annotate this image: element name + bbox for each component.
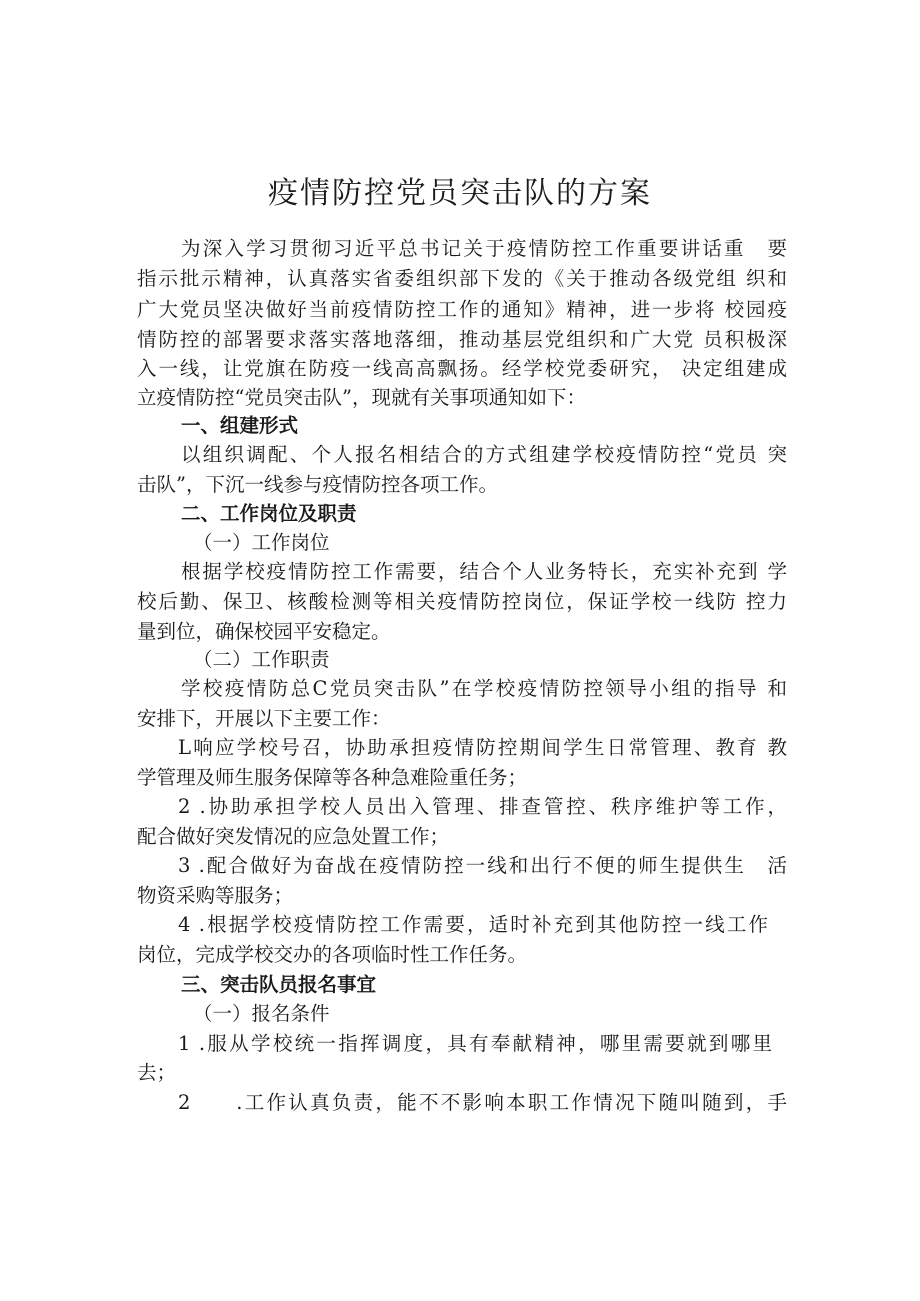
paragraph-line: 量到位，确保校园平安稳定。 [137,620,391,643]
document-title: 疫情防控党员突击队的方案 [268,176,652,211]
paragraph-line: 情防控的部署要求落实落地落细，推动基层党组织和广大党 员积极深 [137,328,787,351]
paragraph-line: 指示批示精神，认真落实省委组织部下发的《关于推动各级党组 织和 [137,267,787,290]
list-item-line: L响应学校号召，协助承担疫情防控期间学生日常管理、教育 教 [178,736,787,759]
paragraph-line: 根据学校疫情防控工作需要，结合个人业务特长，充实补充到 学 [181,560,787,583]
list-item-line: 岗位，完成学校交办的各项临时性工作任务。 [137,943,528,966]
list-item-line: 4 .根据学校疫情防控工作需要，适时补充到其他防控一线工作 [178,913,768,936]
list-item-line: 去； [137,1061,177,1084]
paragraph-line: 学校疫情防总C党员突击队”在学校疫情防控领导小组的指导 和 [181,677,787,700]
paragraph-line: 校后勤、保卫、核酸检测等相关疫情防控岗位，保证学校一线防 控力 [137,590,787,613]
list-item-line: 物资采购等服务； [137,884,294,907]
list-item-line: 配合做好突发情况的应急处置工作； [137,825,450,848]
list-item-line: 1 .服从学校统一指挥调度，具有奉献精神，哪里需要就到哪里 [178,1032,772,1055]
paragraph-line: 立疫情防控“党员突击队”，现就有关事项通知如下： [137,386,586,409]
section-heading: 二、工作岗位及职责 [181,502,357,525]
paragraph-line: 广大党员坚决做好当前疫情防控工作的通知》精神，进一步将 校园疫 [137,298,787,321]
subsection-heading: （一）工作岗位 [193,531,330,554]
section-heading: 三、突击队员报名事宜 [181,973,377,996]
paragraph-line: 安排下，开展以下主要工作： [137,707,391,730]
paragraph-line: 击队”，下沉一线参与疫情防控各项工作。 [137,473,498,496]
list-item-line: 学管理及师生服务保障等各种急难险重任务； [137,766,528,789]
paragraph-line: 入一线，让党旗在防疫一线高高飘扬。经学校党委研究， 决定组建成 [137,357,787,380]
paragraph-line: 以组织调配、个人报名相结合的方式组建学校疫情防控“党员 突 [181,443,787,466]
list-item-line: 2 .工作认真负责，能不不影响本职工作情况下随叫随到，手 [178,1091,787,1114]
subsection-heading: （二）工作职责 [193,648,330,671]
subsection-heading: （一）报名条件 [193,1002,330,1025]
list-item-line: 2 .协助承担学校人员出入管理、排查管控、秩序维护等工作， [178,795,787,818]
paragraph-line: 为深入学习贯彻习近平总书记关于疫情防控工作重要讲话重 要 [181,237,787,260]
list-item-line: 3 .配合做好为奋战在疫情防控一线和出行不便的师生提供生 活 [178,854,787,877]
section-heading: 一、组建形式 [181,414,299,437]
